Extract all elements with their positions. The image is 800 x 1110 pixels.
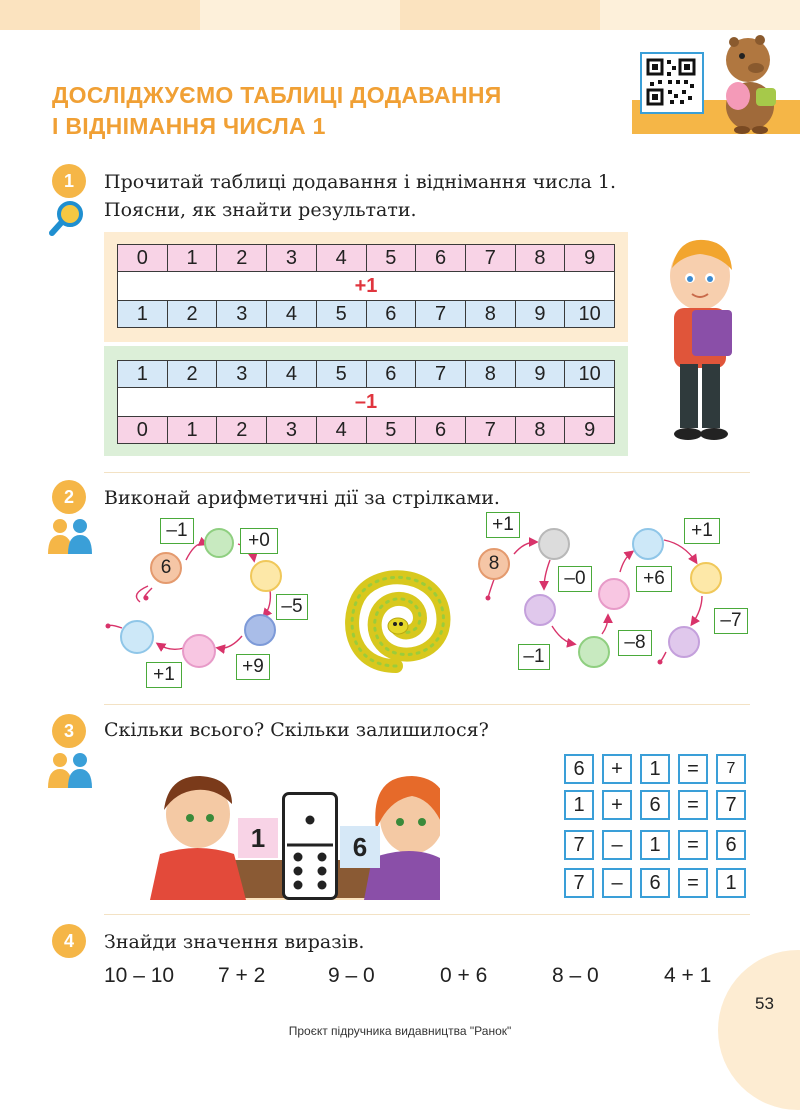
answer-circle[interactable]: [250, 560, 282, 592]
table-cell: 0: [118, 417, 168, 443]
addition-table-top-row: [117, 244, 615, 272]
task-4-text: Знайди значення виразів.: [104, 931, 365, 953]
eq-cell: 7: [716, 754, 746, 784]
table-cell: 0: [118, 245, 168, 271]
op-label: +1: [486, 512, 520, 538]
op-label: +1: [146, 662, 182, 688]
card-left-value: 1: [250, 823, 266, 853]
left-chain-start: [150, 552, 182, 584]
addition-operation: +1: [117, 272, 615, 300]
table-cell: 3: [217, 301, 267, 327]
eq-cell: +: [602, 754, 632, 784]
subtraction-table-bottom-row: [117, 416, 615, 444]
table-cell: 3: [217, 361, 267, 387]
expression: 0 + 6: [440, 964, 488, 987]
answer-circle[interactable]: [204, 528, 234, 558]
table-cell: 5: [317, 301, 367, 327]
answer-circle[interactable]: [578, 636, 610, 668]
table-cell: 2: [217, 245, 267, 271]
task-1-number: 1: [52, 164, 86, 198]
answer-circle[interactable]: [120, 620, 154, 654]
table-cell: 4: [317, 245, 367, 271]
table-cell: 8: [516, 417, 566, 443]
equations-grid: [560, 750, 750, 900]
table-cell: 2: [217, 417, 267, 443]
title-line-2: І ВІДНІМАННЯ ЧИСЛА 1: [52, 113, 326, 139]
task-1-text-line-2: Поясни, як знайти результати.: [104, 199, 417, 221]
eq-cell: 1: [564, 790, 594, 820]
task-1-text: [104, 168, 616, 224]
eq-cell: 6: [716, 830, 746, 860]
snake-illustration: [340, 566, 452, 676]
subtraction-table-top-row: [117, 360, 615, 388]
op-label: –5: [276, 594, 308, 620]
eq-cell: +: [602, 790, 632, 820]
table-cell: 3: [267, 245, 317, 271]
eq-cell: 1: [640, 830, 670, 860]
task-3-number: 3: [52, 714, 86, 748]
answer-circle[interactable]: [632, 528, 664, 560]
answer-circle[interactable]: [690, 562, 722, 594]
card-left: [238, 818, 278, 858]
eq-cell: 7: [564, 868, 594, 898]
top-strip-3: [400, 0, 600, 30]
table-cell: 6: [416, 245, 466, 271]
table-cell: 10: [578, 303, 601, 325]
pair-work-icon: [48, 752, 94, 788]
op-label: +1: [684, 518, 720, 544]
answer-circle[interactable]: [182, 634, 216, 668]
separator: [104, 914, 750, 915]
eq-cell: =: [678, 868, 708, 898]
table-cell: 9: [584, 419, 596, 441]
table-cell: 1: [168, 245, 218, 271]
task-4-number: 4: [52, 924, 86, 958]
table-cell: 3: [267, 417, 317, 443]
table-cell: 7: [466, 417, 516, 443]
eq-cell: 1: [716, 868, 746, 898]
eq-cell: =: [678, 790, 708, 820]
subtraction-table: [104, 346, 628, 456]
table-cell: 5: [367, 417, 417, 443]
table-cell: 5: [367, 245, 417, 271]
capybara-mascot-icon: [716, 30, 786, 134]
addition-table: [104, 232, 628, 342]
table-cell: 10: [578, 363, 601, 385]
table-cell: 2: [168, 301, 218, 327]
task-2-number: 2: [52, 480, 86, 514]
expression: 4 + 1: [664, 964, 712, 987]
right-chain-start-value: 8: [488, 553, 500, 574]
card-right: [340, 826, 380, 868]
table-cell: 6: [367, 361, 417, 387]
page-title: [52, 80, 502, 142]
pair-work-icon: [48, 518, 94, 554]
op-label: –1: [518, 644, 550, 670]
eq-cell: 6: [564, 754, 594, 784]
op-label: –8: [618, 630, 652, 656]
page-number: 53: [755, 994, 774, 1013]
left-chain-start-value: 6: [160, 557, 172, 578]
eq-cell: =: [678, 830, 708, 860]
expression: 7 + 2: [218, 964, 266, 987]
table-cell: 7: [466, 245, 516, 271]
eq-cell: 6: [640, 790, 670, 820]
table-cell: 4: [317, 417, 367, 443]
task-2-text: Виконай арифметичні дії за стрілками.: [104, 487, 500, 509]
answer-circle[interactable]: [244, 614, 276, 646]
table-cell: 6: [367, 301, 417, 327]
table-cell: 8: [466, 361, 516, 387]
eq-cell: 7: [716, 790, 746, 820]
expression: 10 – 10: [104, 964, 175, 987]
table-cell: 6: [416, 417, 466, 443]
table-cell: 5: [317, 361, 367, 387]
eq-cell: =: [678, 754, 708, 784]
table-cell: 1: [118, 301, 168, 327]
table-cell: 2: [168, 361, 218, 387]
table-cell: 1: [118, 361, 168, 387]
op-label: –0: [558, 566, 592, 592]
answer-circle[interactable]: [538, 528, 570, 560]
magnifier-icon: [48, 200, 84, 238]
addition-table-bottom-row: [117, 300, 615, 328]
answer-circle[interactable]: [598, 578, 630, 610]
table-cell: 7: [416, 301, 466, 327]
domino: [282, 792, 338, 900]
separator: [104, 704, 750, 705]
table-cell: 9: [516, 361, 566, 387]
card-right-value: 6: [352, 832, 368, 862]
table-cell: 7: [416, 361, 466, 387]
op-label: +9: [236, 654, 270, 680]
table-cell: 9: [516, 301, 566, 327]
eq-cell: 7: [564, 830, 594, 860]
footer-text: Проєкт підручника видавництва "Ранок": [288, 1024, 512, 1038]
eq-cell: –: [602, 868, 632, 898]
table-cell: 4: [267, 361, 317, 387]
op-label: +6: [636, 566, 672, 592]
table-cell: 8: [516, 245, 566, 271]
answer-circle[interactable]: [668, 626, 700, 658]
table-cell: 8: [466, 301, 516, 327]
subtraction-operation: –1: [117, 388, 615, 416]
eq-cell: 6: [640, 868, 670, 898]
top-strip-4: [600, 0, 800, 30]
answer-circle[interactable]: [524, 594, 556, 626]
table-cell: 9: [584, 247, 596, 269]
title-line-1: ДОСЛІДЖУЄМО ТАБЛИЦІ ДОДАВАННЯ: [52, 82, 502, 108]
top-strip-1: [0, 0, 200, 30]
expression: 9 – 0: [328, 964, 375, 987]
boy-illustration: [660, 234, 740, 444]
task-3-text: Скільки всього? Скільки залишилося?: [104, 719, 489, 741]
right-chain-start: [478, 548, 510, 580]
op-label: –7: [714, 608, 748, 634]
top-strip-2: [200, 0, 400, 30]
task-1-text-line-1: Прочитай таблиці додавання і віднімання числа 1.: [104, 171, 617, 193]
op-label: +0: [240, 528, 278, 554]
eq-cell: –: [602, 830, 632, 860]
expression: 8 – 0: [552, 964, 599, 987]
separator: [104, 472, 750, 473]
eq-cell: 1: [640, 754, 670, 784]
table-cell: 1: [168, 417, 218, 443]
qr-code-icon[interactable]: [640, 52, 704, 114]
table-cell: 4: [267, 301, 317, 327]
op-label: –1: [160, 518, 194, 544]
